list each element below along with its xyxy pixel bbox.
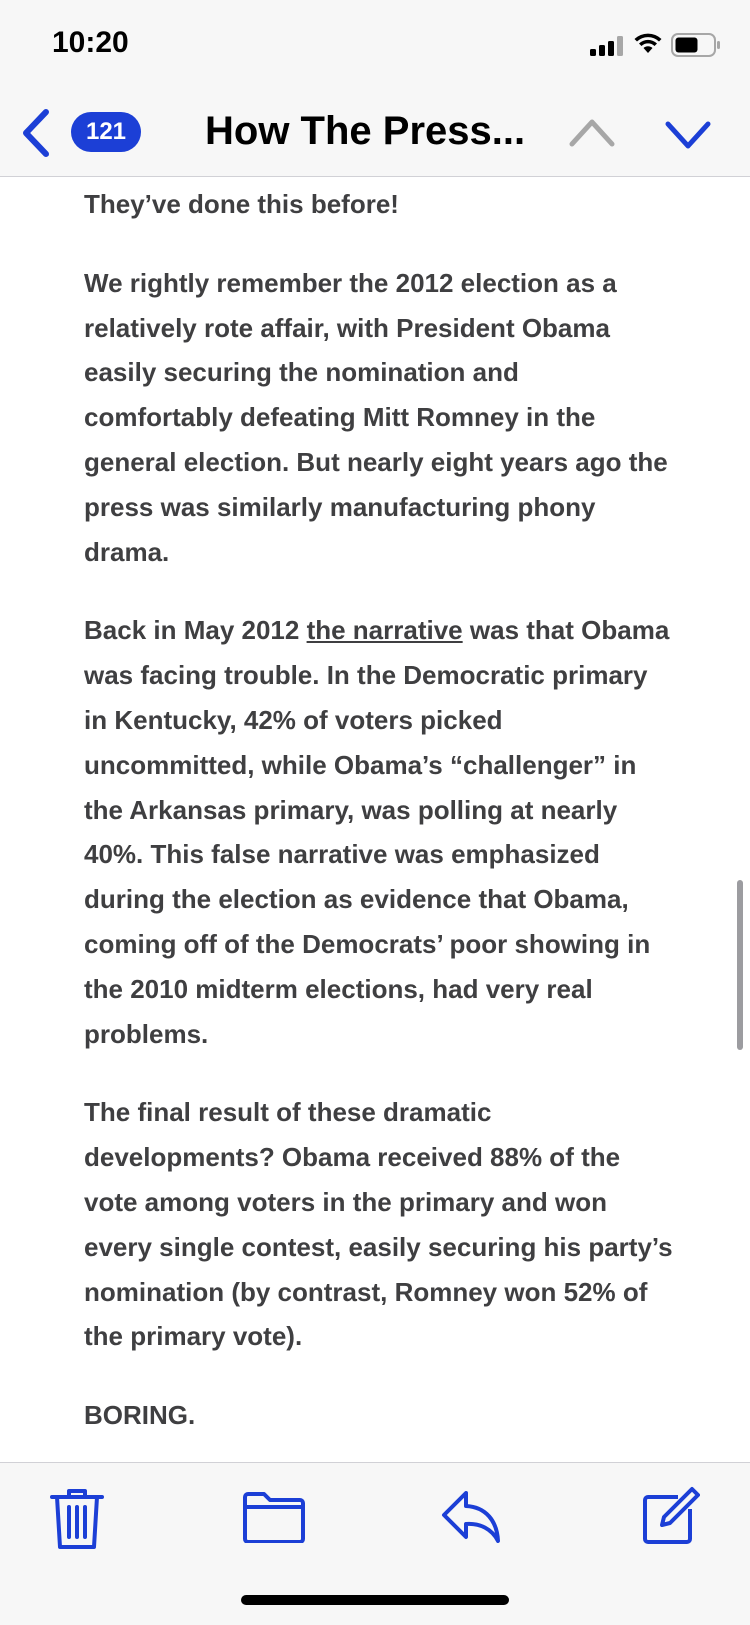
back-chevron-icon[interactable] xyxy=(18,108,52,158)
paragraph: The final result of these dramatic developments? Obama received 88% of the vote among voters in the primary and won every single contest, easily securing his party’s nomination (by contrast, Romney won 52% of the primary vote). xyxy=(84,1097,673,1352)
message-title: How The Press... xyxy=(205,109,526,153)
status-time: 10:20 xyxy=(52,26,129,59)
reply-icon[interactable] xyxy=(440,1489,502,1543)
wifi-icon xyxy=(634,32,662,54)
status-bar xyxy=(0,0,750,90)
unread-count-badge[interactable]: 121 xyxy=(71,112,141,152)
navigation-bar xyxy=(0,90,750,177)
narrative-link[interactable]: the narrative xyxy=(306,615,463,646)
message-body xyxy=(84,182,674,1472)
paragraph xyxy=(84,608,674,1056)
paragraph: We rightly remember the 2012 election as a relatively rote affair, with President Obama easily securing the nomination and comfortably defeating Mitt Romney in the general election. But nearly eight years ago the press was similarly manufacturing phony drama. xyxy=(84,267,668,567)
next-message-chevron-down-icon[interactable] xyxy=(664,112,712,152)
previous-message-chevron-up-icon[interactable] xyxy=(568,112,616,152)
paragraph: They’ve done this before! xyxy=(84,189,399,219)
cellular-signal-icon xyxy=(590,36,624,56)
paragraph: BORING. xyxy=(84,1400,196,1431)
compose-icon[interactable] xyxy=(642,1485,700,1545)
folder-icon[interactable] xyxy=(242,1491,306,1543)
scroll-indicator[interactable] xyxy=(737,880,743,1050)
paragraph-text: was that Obama was facing trouble. In the Democratic primary in Kentucky, 42% of voters picked uncommitted, while Obama’s “challenger” in the Arkansas primary, was polling at nearly 40%. This false narrative was emphasized during the election as evidence that Obama, coming off of the Democrats’ poor showing in the 2010 midterm elections, had very real problems. xyxy=(84,615,670,1049)
trash-icon[interactable] xyxy=(50,1487,104,1551)
home-indicator[interactable] xyxy=(241,1595,509,1605)
battery-icon xyxy=(671,33,721,57)
paragraph-text: Back in May 2012 xyxy=(84,615,307,646)
